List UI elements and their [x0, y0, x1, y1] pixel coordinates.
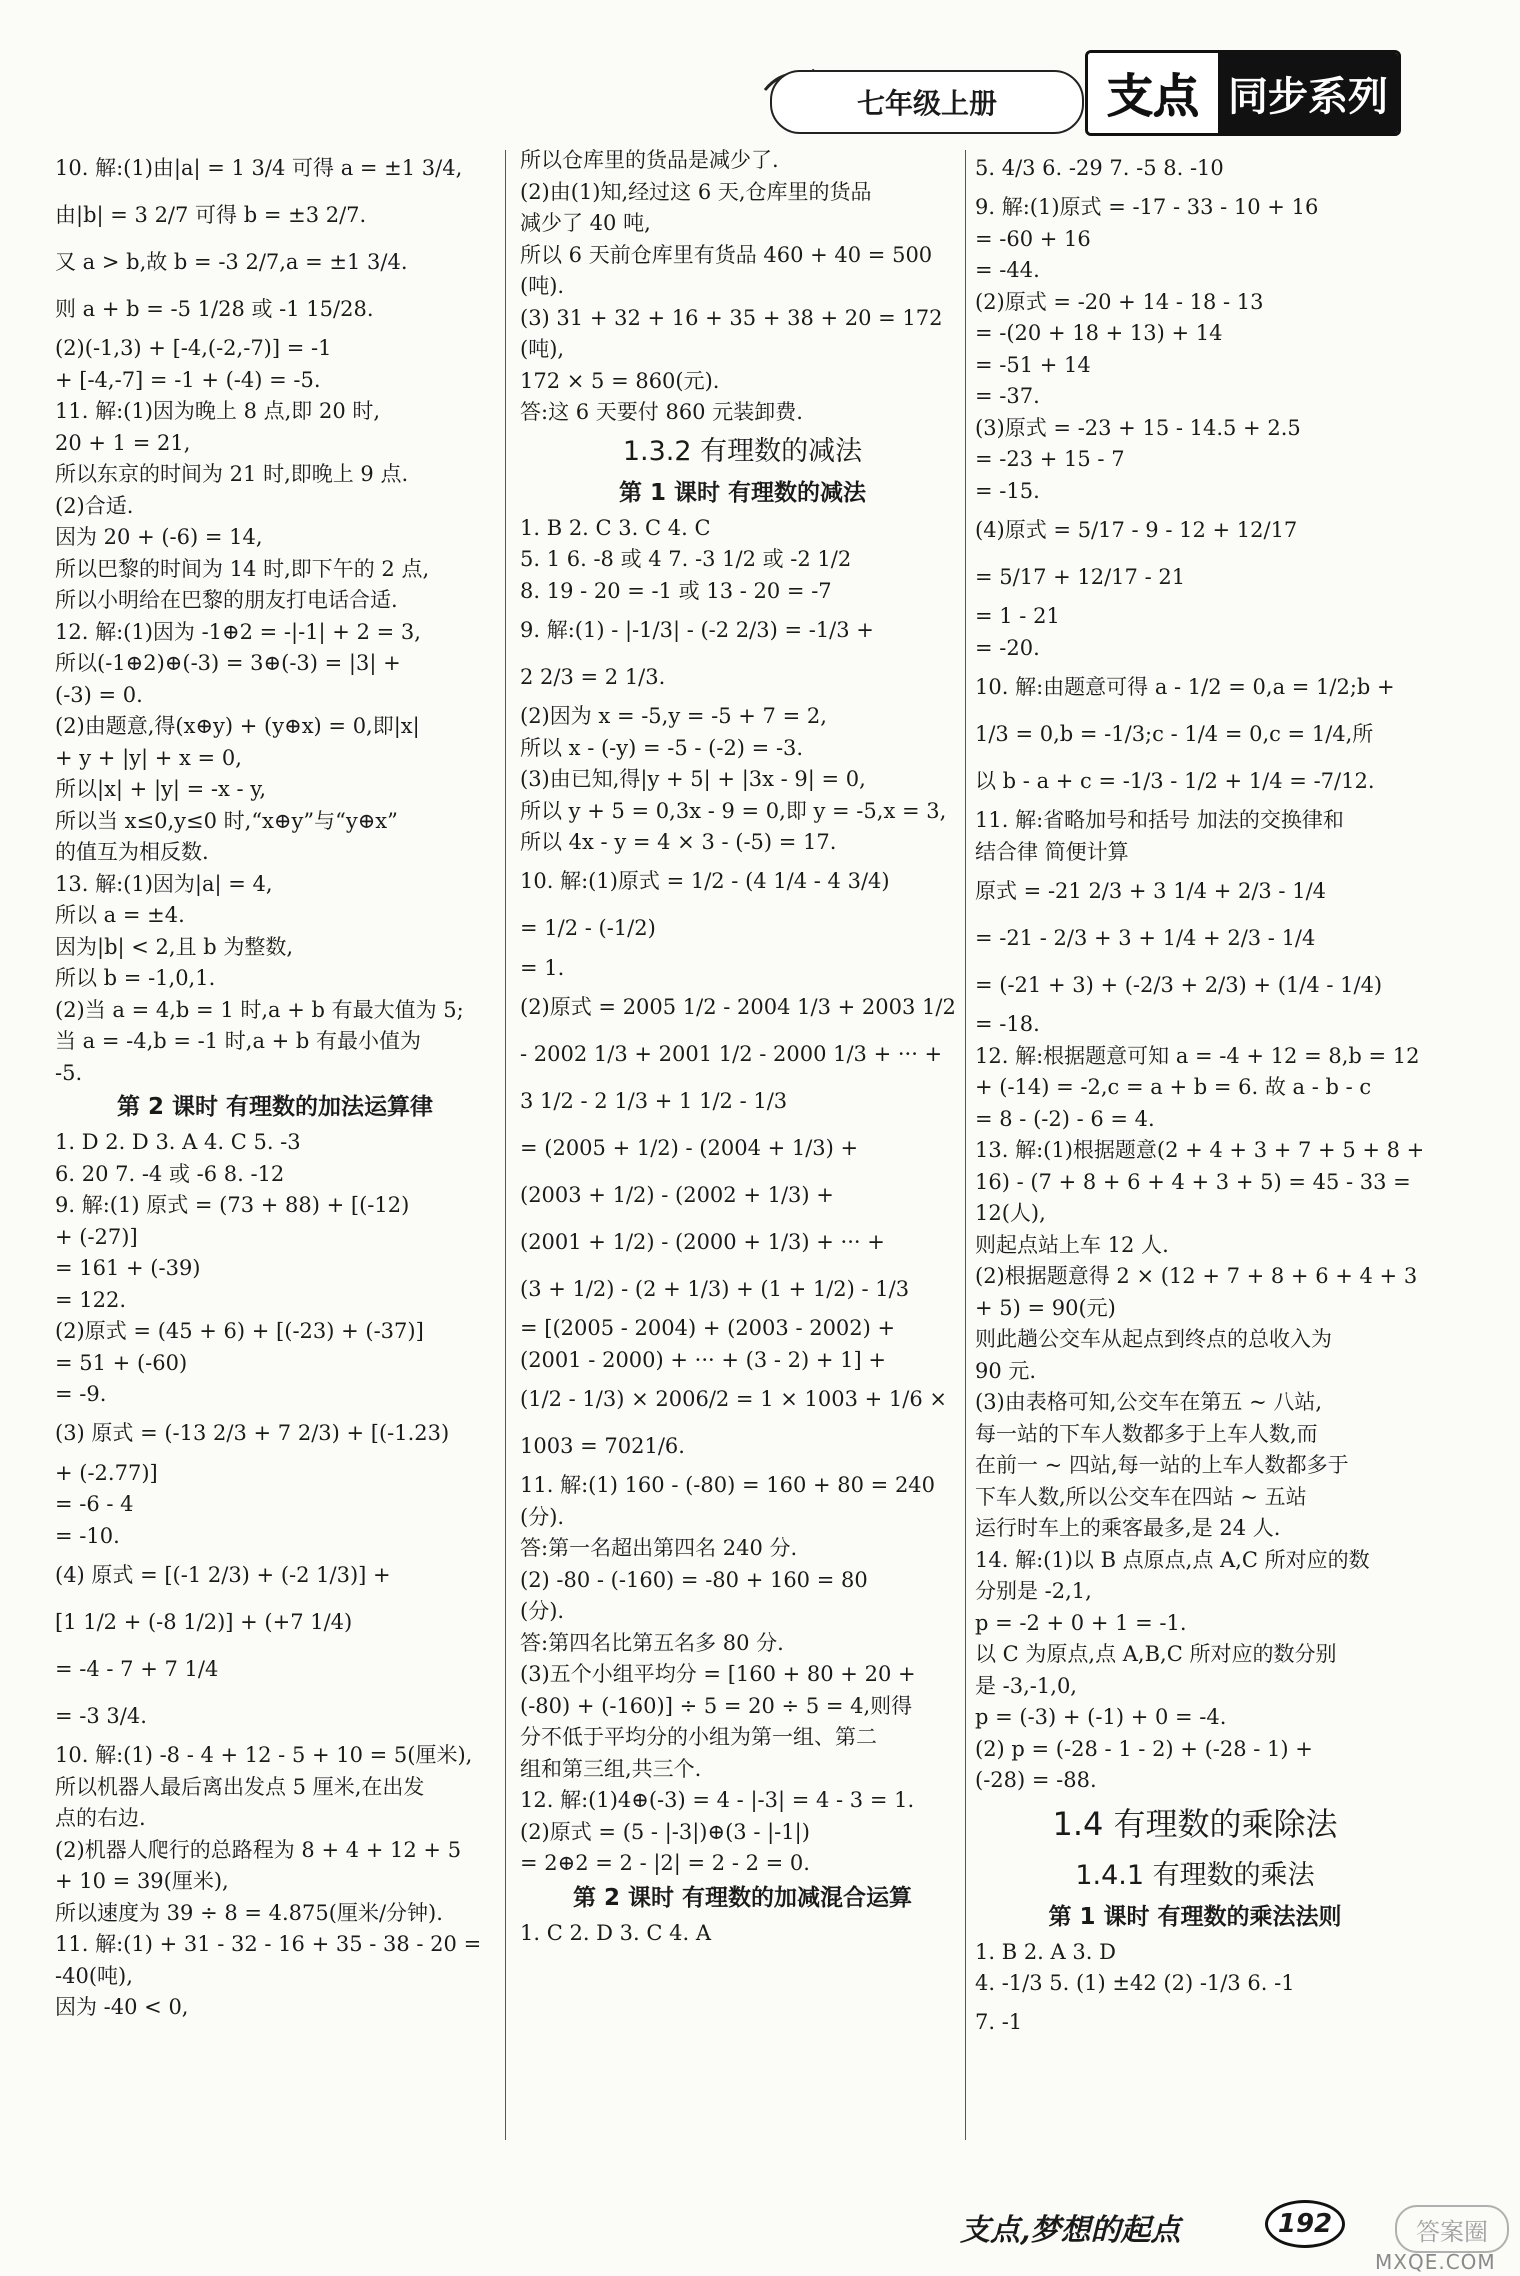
text-line: = -51 + 14	[975, 352, 1091, 377]
text-line: 13. 解:(1)根据题意(2 + 4 + 3 + 7 + 5 + 8 +	[975, 1138, 1425, 1162]
text-line: (2)原式 = (45 + 6) + [(-23) + (-37)]	[55, 1319, 424, 1343]
text-line: (-3) = 0.	[55, 682, 143, 707]
column-divider	[965, 150, 966, 2140]
text-line: = -4 - 7 + 7 1/4	[55, 1656, 219, 1681]
text-line: 则起点站上车 12 人.	[975, 1232, 1169, 1257]
text-line: (2)根据题意得 2 × (12 + 7 + 8 + 6 + 4 + 3	[975, 1264, 1418, 1288]
text-line: (2001 + 1/2) - (2000 + 1/3) + ··· +	[520, 1229, 885, 1254]
text-line: 是 -3,-1,0,	[975, 1673, 1077, 1698]
text-line: 所以|x| + |y| = -x - y,	[55, 777, 267, 801]
series-logo	[1085, 50, 1401, 136]
text-line: (3)由表格可知,公交车在第五 ~ 八站,	[975, 1390, 1323, 1414]
text-line: 10. 解:(1)由|a| = 1 3/4 可得 a = ±1 3/4,	[55, 155, 463, 180]
text-line: p = (-3) + (-1) + 0 = -4.	[975, 1705, 1227, 1729]
text-line: 90 元.	[975, 1358, 1037, 1383]
watermark-text: MXQE.COM	[1375, 2250, 1496, 2274]
text-line: (2)(-1,3) + [-4,(-2,-7)] = -1	[55, 336, 332, 360]
text-line: 1.4.1 有理数的乘法	[1075, 1859, 1315, 1891]
text-line: 1. B 2. C 3. C 4. C	[520, 515, 711, 540]
text-line: -5.	[55, 1060, 83, 1085]
text-line: (2)由题意,得(x⊕y) + (y⊕x) = 0,即|x|	[55, 714, 420, 738]
grade-label: 七年级上册	[770, 70, 1084, 134]
text-line: 原式 = -21 2/3 + 3 1/4 + 2/3 - 1/4	[975, 878, 1327, 903]
text-line: = 8 - (-2) - 6 = 4.	[975, 1106, 1155, 1131]
text-line: 又 a > b,故 b = -3 2/7,a = ±1 3/4.	[55, 249, 408, 274]
text-line: 20 + 1 = 21,	[55, 430, 191, 455]
text-line: 当 a = -4,b = -1 时,a + b 有最小值为	[55, 1029, 422, 1053]
text-line: = 161 + (-39)	[55, 1256, 201, 1280]
text-line: 组和第三组,共三个.	[520, 1756, 702, 1781]
text-line: 11. 解:(1) + 31 - 32 - 16 + 35 - 38 - 20 =	[55, 1932, 482, 1956]
text-line: 所以巴黎的时间为 14 时,即下午的 2 点,	[55, 556, 430, 581]
column-middle	[520, 145, 965, 1949]
text-line: 分不低于平均分的小组为第一组、第二	[520, 1725, 877, 1749]
text-line: 答:第一名超出第四名 240 分.	[520, 1536, 798, 1560]
text-line: 10. 解:(1)原式 = 1/2 - (4 1/4 - 4 3/4)	[520, 869, 890, 894]
text-line: 所以速度为 39 ÷ 8 = 4.875(厘米/分钟).	[55, 1900, 443, 1925]
text-line: 12. 解:根据题意可知 a = -4 + 12 = 8,b = 12	[975, 1043, 1420, 1068]
text-line: 10. 解:(1) -8 - 4 + 12 - 5 + 10 = 5(厘米),	[55, 1743, 473, 1767]
text-line: 5. 1 6. -8 或 4 7. -3 1/2 或 -2 1/2	[520, 547, 852, 571]
text-line: 所以仓库里的货品是减少了.	[520, 148, 779, 172]
text-line: 13. 解:(1)因为|a| = 4,	[55, 871, 273, 896]
text-line: 12. 解:(1)因为 -1⊕2 = -|-1| + 2 = 3,	[55, 619, 421, 644]
text-line: (2) -80 - (-160) = -80 + 160 = 80	[520, 1567, 868, 1592]
text-line: + y + |y| + x = 0,	[55, 745, 242, 770]
logo-right-text: 同步系列	[1218, 53, 1398, 133]
text-line: (2)原式 = -20 + 14 - 18 - 13	[975, 289, 1264, 314]
text-line: = 51 + (-60)	[55, 1350, 188, 1375]
text-line: = 5/17 + 12/17 - 21	[975, 564, 1186, 589]
text-line: = -37.	[975, 384, 1040, 408]
text-line: (4) 原式 = [(-1 2/3) + (-2 1/3)] +	[55, 1562, 391, 1587]
text-line: (3)五个小组平均分 = [160 + 80 + 20 +	[520, 1662, 916, 1686]
text-line: 运行时车上的乘客最多,是 24 人.	[975, 1516, 1281, 1540]
text-line: 1.3.2 有理数的减法	[622, 435, 863, 467]
text-line: + (-2.77)]	[55, 1460, 158, 1485]
text-line: 所以 a = ±4.	[55, 903, 185, 927]
logo-left-text: 支点	[1088, 53, 1218, 133]
text-line: 11. 解:省略加号和括号 加法的交换律和	[975, 808, 1344, 832]
text-line: 则此趟公交车从起点到终点的总收入为	[975, 1327, 1332, 1351]
text-line: 以 C 为原点,点 A,B,C 所对应的数分别	[975, 1642, 1337, 1666]
text-line: 答:第四名比第五名多 80 分.	[520, 1630, 784, 1655]
text-line: = -44.	[975, 258, 1040, 282]
text-line: (吨).	[520, 274, 565, 298]
text-line: (3) 31 + 32 + 16 + 35 + 38 + 20 = 172	[520, 305, 943, 330]
text-line: 8. 19 - 20 = -1 或 13 - 20 = -7	[520, 578, 832, 603]
text-line: 第 2 课时 有理数的加法运算律	[116, 1094, 434, 1121]
text-line: 答:这 6 天要付 860 元装卸费.	[520, 400, 803, 424]
text-line: 在前一 ~ 四站,每一站的上车人数都多于	[975, 1453, 1349, 1477]
text-line: = -6 - 4	[55, 1492, 134, 1516]
text-line: = (2005 + 1/2) - (2004 + 1/3) +	[520, 1135, 859, 1160]
text-line: (3 + 1/2) - (2 + 1/3) + (1 + 1/2) - 1/3	[520, 1276, 910, 1301]
text-line: 下车人数,所以公交车在四站 ~ 五站	[975, 1484, 1307, 1509]
text-line: [1 1/2 + (-8 1/2)] + (+7 1/4)	[55, 1609, 353, 1634]
text-line: = -10.	[55, 1523, 120, 1548]
text-line: 11. 解:(1) 160 - (-80) = 160 + 80 = 240	[520, 1473, 936, 1497]
text-line: 点的右边.	[55, 1806, 146, 1830]
text-line: (2001 - 2000) + ··· + (3 - 2) + 1] +	[520, 1347, 886, 1372]
text-line: 10. 解:由题意可得 a - 1/2 = 0,a = 1/2;b +	[975, 674, 1395, 699]
text-line: = 1.	[520, 955, 565, 980]
text-line: (3)由已知,得|y + 5| + |3x - 9| = 0,	[520, 767, 866, 791]
text-line: 9. 解:(1) 原式 = (73 + 88) + [(-12)	[55, 1193, 410, 1217]
text-line: 1. D 2. D 3. A 4. C 5. -3	[55, 1130, 301, 1154]
page-number: 192	[1265, 2200, 1345, 2248]
text-line: (2)机器人爬行的总路程为 8 + 4 + 12 + 5	[55, 1837, 462, 1862]
column-divider	[505, 150, 506, 2140]
text-line: 所以东京的时间为 21 时,即晚上 9 点.	[55, 462, 409, 486]
text-line: = 1/2 - (-1/2)	[520, 916, 656, 941]
text-line: 1. B 2. A 3. D	[975, 1939, 1116, 1964]
text-line: 则 a + b = -5 1/28 或 -1 15/28.	[55, 296, 374, 321]
column-right	[975, 145, 1425, 2047]
text-line: 1. C 2. D 3. C 4. A	[520, 1920, 712, 1945]
text-line: = 1 - 21	[975, 604, 1060, 628]
text-line: = -15.	[975, 478, 1040, 503]
text-line: 12. 解:(1)4⊕(-3) = 4 - |-3| = 4 - 3 = 1.	[520, 1788, 915, 1812]
text-line: + [-4,-7] = -1 + (-4) = -5.	[55, 367, 321, 392]
text-line: 因为|b| < 2,且 b 为整数,	[55, 934, 294, 959]
text-line: = -20.	[975, 635, 1040, 660]
text-line: (-80) + (-160)] ÷ 5 = 20 ÷ 5 = 4,则得	[520, 1693, 913, 1718]
text-line: 1/3 = 0,b = -1/3;c - 1/4 = 0,c = 1/4,所	[975, 721, 1374, 746]
text-line: = -(20 + 18 + 13) + 14	[975, 321, 1223, 345]
text-line: = -18.	[975, 1012, 1040, 1036]
text-line: 1.4 有理数的乘除法	[1052, 1804, 1338, 1843]
text-line: (2)因为 x = -5,y = -5 + 7 = 2,	[520, 704, 827, 728]
text-line: 所以 b = -1,0,1.	[55, 966, 216, 990]
text-line: 11. 解:(1)因为晚上 8 点,即 20 时,	[55, 399, 381, 423]
text-line: (1/2 - 1/3) × 2006/2 = 1 × 1003 + 1/6 ×	[520, 1386, 947, 1411]
text-line: p = -2 + 0 + 1 = -1.	[975, 1610, 1187, 1635]
text-line: 的值互为相反数.	[55, 840, 209, 864]
text-line: + (-14) = -2,c = a + b = 6. 故 a - b - c	[975, 1075, 1372, 1099]
text-line: 6. 20 7. -4 或 -6 8. -12	[55, 1161, 285, 1186]
text-line: = 122.	[55, 1287, 127, 1312]
text-line: = [(2005 - 2004) + (2003 - 2002) +	[520, 1316, 896, 1340]
text-line: (2) p = (-28 - 1 - 2) + (-28 - 1) +	[975, 1736, 1313, 1761]
text-line: 因为 -40 < 0,	[55, 1995, 189, 2019]
text-line: 7. -1	[975, 2010, 1023, 2035]
text-line: = -21 - 2/3 + 3 + 1/4 + 2/3 - 1/4	[975, 925, 1316, 950]
text-line: (分).	[520, 1504, 565, 1529]
text-line: 以 b - a + c = -1/3 - 1/2 + 1/4 = -7/12.	[975, 768, 1375, 793]
text-line: + 5) = 90(元)	[975, 1295, 1116, 1320]
text-line: 16) - (7 + 8 + 6 + 4 + 3 + 5) = 45 - 33 =	[975, 1169, 1411, 1194]
text-line: 9. 解:(1)原式 = -17 - 33 - 10 + 16	[975, 195, 1319, 219]
text-line: 所以小明给在巴黎的朋友打电话合适.	[55, 588, 398, 612]
text-line: (2)由(1)知,经过这 6 天,仓库里的货品	[520, 179, 872, 204]
text-line: 第 1 课时 有理数的乘法法则	[1048, 1903, 1342, 1930]
text-line: (2)合适.	[55, 493, 134, 518]
column-left	[55, 145, 495, 2024]
text-line: 因为 20 + (-6) = 14,	[55, 525, 263, 549]
text-line: 分别是 -2,1,	[975, 1579, 1092, 1603]
text-line: 所以 6 天前仓库里有货品 460 + 40 = 500	[520, 242, 933, 267]
text-line: 1003 = 7021/6.	[520, 1433, 685, 1458]
text-line: 每一站的下车人数都多于上车人数,而	[975, 1421, 1318, 1446]
page-header	[0, 0, 1520, 150]
text-line: (4)原式 = 5/17 - 9 - 12 + 12/17	[975, 517, 1298, 542]
text-line: (-28) = -88.	[975, 1768, 1097, 1792]
text-line: = (-21 + 3) + (-2/3 + 2/3) + (1/4 - 1/4)	[975, 972, 1383, 997]
text-line: 所以 x - (-y) = -5 - (-2) = -3.	[520, 735, 804, 760]
text-line: 第 1 课时 有理数的减法	[618, 479, 867, 506]
text-line: + 10 = 39(厘米),	[55, 1869, 229, 1893]
text-line: -40(吨),	[55, 1963, 133, 1988]
text-line: = -3 3/4.	[55, 1703, 147, 1728]
text-line: (2003 + 1/2) - (2002 + 1/3) +	[520, 1182, 834, 1207]
text-line: 所以当 x≤0,y≤0 时,“x⊕y”与“y⊕x”	[55, 808, 398, 833]
text-line: 所以机器人最后离出发点 5 厘米,在出发	[55, 1774, 425, 1799]
text-line: 2 2/3 = 2 1/3.	[520, 664, 666, 689]
text-line: 所以 y + 5 = 0,3x - 9 = 0,即 y = -5,x = 3,	[520, 798, 947, 823]
text-line: - 2002 1/3 + 2001 1/2 - 2000 1/3 + ··· +	[520, 1041, 943, 1066]
footer-slogan: 支点,梦想的起点	[960, 2213, 1181, 2248]
text-line: 5. 4/3 6. -29 7. -5 8. -10	[975, 155, 1224, 180]
text-line: 4. -1/3 5. (1) ±42 (2) -1/3 6. -1	[975, 1971, 1295, 1995]
watermark-logo: 答案圈	[1395, 2205, 1509, 2253]
text-line: 12(人),	[975, 1201, 1046, 1225]
text-line: (2)原式 = (5 - |-3|)⊕(3 - |-1|)	[520, 1819, 810, 1844]
text-line: 减少了 40 吨,	[520, 211, 651, 235]
text-line: 172 × 5 = 860(元).	[520, 368, 720, 393]
text-line: (2)当 a = 4,b = 1 时,a + b 有最大值为 5;	[55, 997, 464, 1022]
text-line: 所以 4x - y = 4 × 3 - (-5) = 17.	[520, 830, 837, 854]
text-line: = -23 + 15 - 7	[975, 447, 1125, 471]
text-line: (3) 原式 = (-13 2/3 + 7 2/3) + [(-1.23)	[55, 1421, 450, 1446]
text-line: + (-27)]	[55, 1224, 138, 1249]
text-line: (3)原式 = -23 + 15 - 14.5 + 2.5	[975, 415, 1301, 440]
text-line: 9. 解:(1) - |-1/3| - (-2 2/3) = -1/3 +	[520, 617, 874, 642]
text-line: 所以(-1⊕2)⊕(-3) = 3⊕(-3) = |3| +	[55, 651, 401, 675]
text-line: (吨),	[520, 337, 565, 361]
text-line: 结合律 简便计算	[975, 839, 1129, 864]
text-line: 3 1/2 - 2 1/3 + 1 1/2 - 1/3	[520, 1088, 788, 1113]
text-line: = -9.	[55, 1382, 107, 1406]
text-line: 第 2 课时 有理数的加减混合运算	[572, 1884, 913, 1911]
text-line: = -60 + 16	[975, 226, 1091, 251]
text-line: (2)原式 = 2005 1/2 - 2004 1/3 + 2003 1/2	[520, 994, 956, 1019]
text-line: 由|b| = 3 2/7 可得 b = ±3 2/7.	[55, 202, 367, 227]
text-line: (分).	[520, 1599, 565, 1623]
text-line: 14. 解:(1)以 B 点原点,点 A,C 所对应的数	[975, 1547, 1370, 1572]
text-line: = 2⊕2 = 2 - |2| = 2 - 2 = 0.	[520, 1851, 810, 1875]
